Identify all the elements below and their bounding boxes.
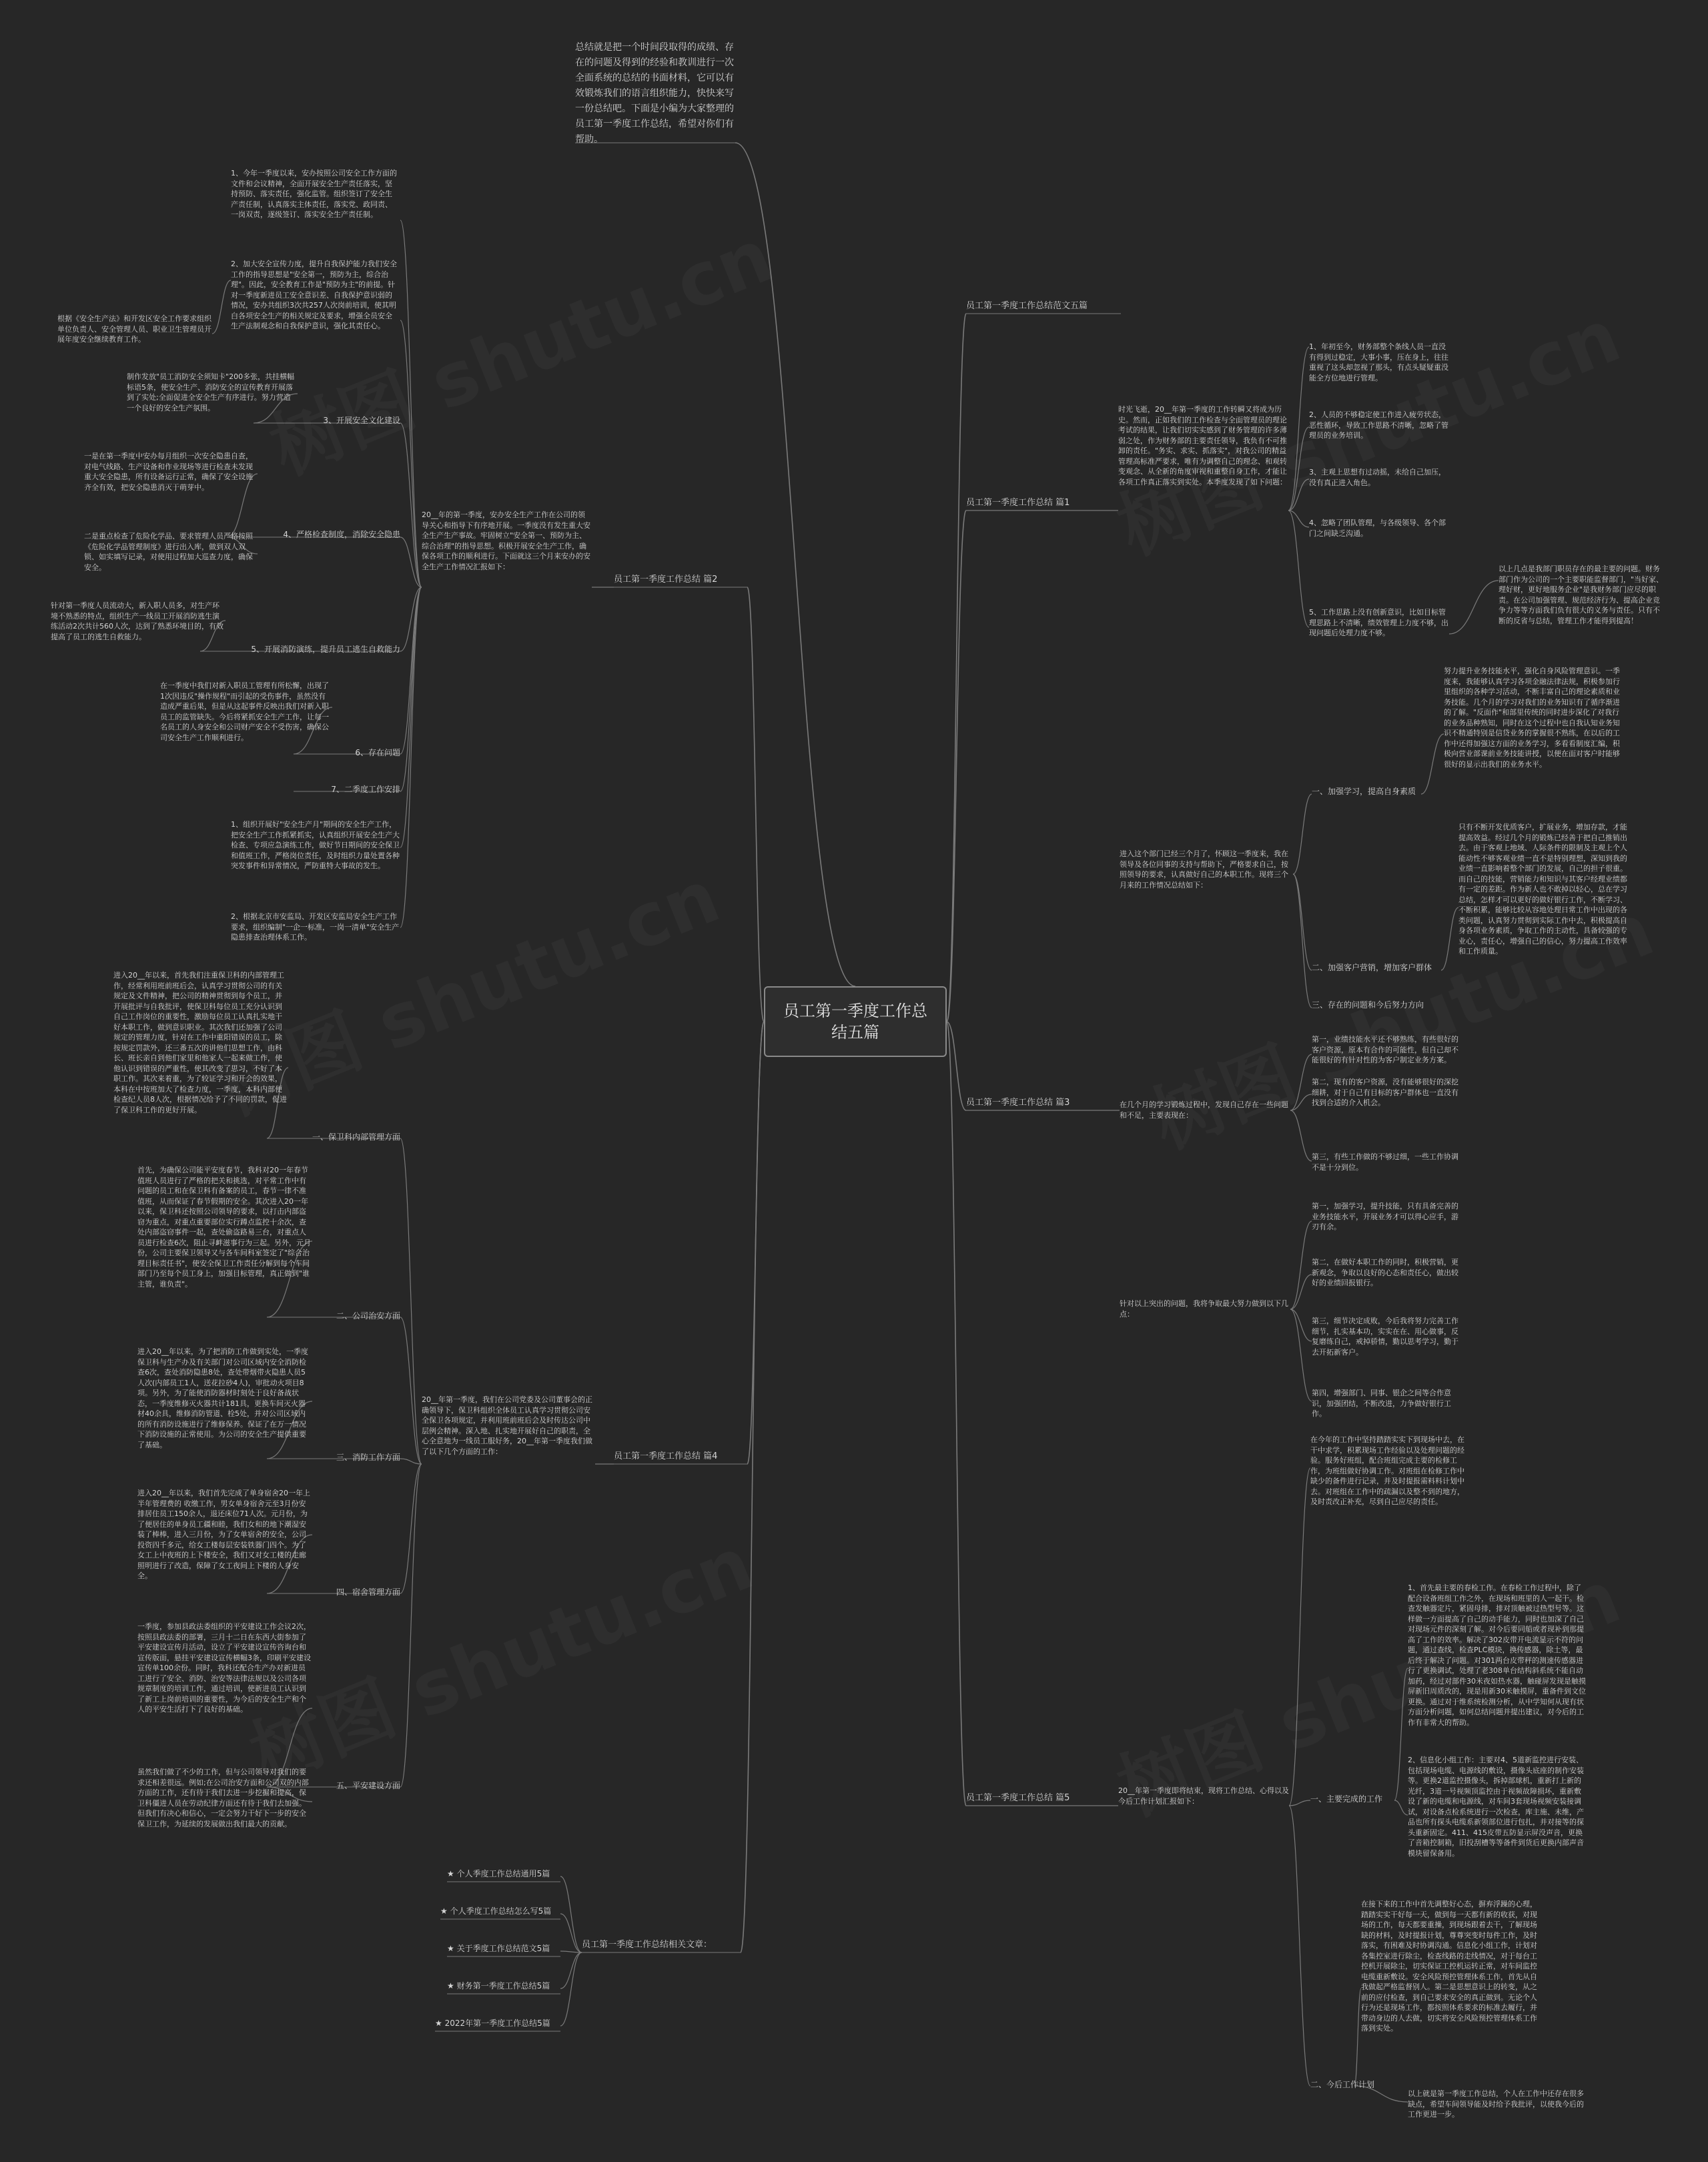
p1-item: 2、人员的不够稳定使工作进入疲劳状态，恶性循环，导致工作思路不清晰，忽略了管理员的业务培训。	[1309, 410, 1448, 440]
branch-article-5[interactable]: 员工第一季度工作总结 篇5	[966, 1793, 1070, 1803]
p5-completed-text: 2、信息化小组工作：主要对4、5道新监控进行安装、包括现场电缆、电源线的敷设，摄像头底座的制作安装等。更换2道监控摄像头，拆掉部球机，重新打上新的光纤，3道一号视频顶监控由于视频故障损坏，重新敷设了新的电缆和电源线，对车间3套现场视频安装接调试，对设备点检系统进行一次检查，库主施、未维，产品也所有探头电缆系新领部位进行包扎，并对接等的探头重新固定。411、415皮带五防显示屏没声音，更换了音箱控制箱，旧投刮槽等等备件到货后更换内部声音模块留保备用。	[1408, 1756, 1584, 1858]
p4-heading[interactable]: 一、保卫科内部管理方面	[312, 1132, 400, 1142]
p2-item: 根据《安全生产法》和开发区安全工作要求组织单位负责人、安全管理人员、职业卫生管理员开展年度安全继续教育工作。	[57, 314, 211, 344]
connector	[1289, 1806, 1310, 2086]
p2-drill-text: 针对第一季度人员流动大，新入职人员多，对生产环境不熟悉的特点，组织生产一线员工开展消防逃生演练活动2次共计560人次，达到了熟悉环境目的，有效提高了员工的逃生自救能力。	[51, 601, 224, 641]
p4-text: 首先，为确保公司能平安度春节，我科对20一年春节值班人员进行了严格的把关和挑选，对平常工作中有问题的员工和在保卫科有备案的员工，春节一律不准值班，从而保证了春节假期的安全。其次进入20一年以来，保卫科还按照公司领导的要求，以打击内部盗窃为重点，对重点重要部位实行蹲点监控十余次，查处内部盗窃事件一起，查处偷盗路易三台，对重点人员进行检查6次，阻止寻衅滋事行为三起。另外，元月份，公司主要保卫领导又与各车间科室签定了"综合治理目标责任书"，使安全保卫工作责任分解到每个车间部门乃至每个员工身上，加强目标管理，真正做到"谁主管，谁负责"。	[137, 1166, 311, 1289]
p4-text: 一季度，参加县政法委组织的平安建设工作会议2次，按照县政法委的部署，三月十二日在东西大街参加了平安建设宣传月活动，设立了平安建设宣传咨询台和宣传版面，悬挂平安建设宣传横幅3条，印刷平安建设宣传单100余份。同时，我科还配合生产办对新进员工进行了安全、消防、治安等法律法规以及公司各项规章制度的培训工作，通过培训，使新进员工认识到了新工上岗前培训的重要性，为今后的安全生产和个人的平安生活打下了良好的基础。	[137, 1622, 311, 1714]
p5-intro: 在今年的工作中坚持踏踏实实下到现场中去，在干中求学，积累现场工作经验以及处理问题的经验。服务好班组，配合班组完成主要的检修工作，为班组做好协调工作。对班组在检修工作中缺少的备件进行记录，并及时提报需料料计划中去。对班组在工作中的疏漏以及整不到的地方，及时责改正补充，尽到自己应尽的责任。	[1310, 1435, 1464, 1506]
connector	[400, 1138, 422, 1464]
p1-item: 3、主观上思想有过动摇，未给自己加压，没有真正进入角色。	[1309, 468, 1446, 487]
p2-q2plan-text: 1、组织开展好"安全生产月"期间的安全生产工作，把安全生产工作抓紧抓实，认真组织开展安全生产大检查、专项应急演练工作，做好节日期间的安全保卫和值班工作，严格岗位责任，及时组织力量处置各种突发事件和异常情况，严防重特大事故的发生。	[231, 820, 400, 870]
p2-heading-q2plan[interactable]: 7、二季度工作安排	[331, 785, 400, 794]
p4-summary: 20__年第一季度，我们在公司党委及公司董事会的正确领导下，保卫科组织全体员工认真学习贯彻公司安全保卫各项规定，并利用班前班后会及时传达公司中层例会精神。深入地、扎实地开展好自己的职责，全心全意地为一线员工服好务，20__年第一季度我们做了以下几个方面的工作：	[422, 1395, 592, 1456]
p3-plans-intro: 针对以上突出的问题，我将争取最大努力做到以下几点：	[1120, 1299, 1288, 1319]
connector	[560, 1914, 582, 1952]
p5-summary: 20__年第一季度即将结束，现将工作总结、心得以及今后工作计划汇报如下：	[1118, 1786, 1289, 1806]
p4-heading[interactable]: 三、消防工作方面	[336, 1453, 400, 1462]
p3-problems-intro: 在几个月的学习锻炼过程中，发现自己存在一些问题和不足，主要表现在：	[1120, 1100, 1288, 1120]
branch-article-4[interactable]: 员工第一季度工作总结 篇4	[614, 1451, 718, 1461]
p2-culture-text: 制作发放"员工消防安全须知卡"200多张，共挂横幅标语5条，使安全生产、消防安全的宣传教育开展落到了实处;全面促进全安全生产有序进行。努力营造一个良好的安全生产氛围。	[127, 372, 295, 412]
p3-plan: 第二，在做好本职工作的同时，积极营销，更新观念，争取以良好的心态和责任心，做出较好的业绩回报银行。	[1312, 1258, 1458, 1287]
p2-problems-text: 在一季度中我们对新入职员工管理有所松懈，出现了1次因违反"操作规程"而引起的受伤事件，虽然没有造成严重后果，但是从这起事件反映出我们对新入职员工的监管缺失。今后将紧抓安全生产工作，让每一名员工的人身安全和公司财产安全不受伤害，确保公司安全生产工作顺利进行。	[160, 681, 329, 742]
branch-article-3[interactable]: 员工第一季度工作总结 篇3	[966, 1098, 1070, 1108]
connector	[1289, 1800, 1310, 1806]
p2-summary: 20__年的第一季度，安办安全生产工作在公司的领导关心和指导下有序地开展。一季度没有发生重大安全生产生产事故。牢固树立"安全第一、预防为主、综合治理"的指导思想。积极开展安全生产工作，确保各项工作的顺利进行。下面就这三个月来安办的安全生产工作情况汇报如下：	[422, 510, 590, 571]
related-article-link[interactable]: ★ 2022年第一季度工作总结5篇	[435, 2019, 550, 2028]
connector	[212, 280, 231, 334]
branch-article-2[interactable]: 员工第一季度工作总结 篇2	[614, 575, 718, 585]
branch-related-articles[interactable]: 员工第一季度工作总结相关文章：	[582, 1940, 713, 1950]
connector	[1290, 1221, 1312, 1309]
p2-item: 2、加大安全宣传力度，提升自我保护能力我们安全工作的指导思想是"安全第一，预防为主，综合治理"。因此，安全教育工作是"预防为主"的前提。针对一季度新进员工安全意识差、自我保护意识弱的情况，安办共组织3次共257人次岗前培训，使其明白各项安全生产的相关规定及要求，增强全员安全生产法制观念和自我保护意识，强化其责任心。	[231, 260, 397, 330]
connector	[1290, 1110, 1312, 1161]
p2-heading-drill[interactable]: 5、开展消防演练，提升员工逃生自救能力	[251, 645, 400, 654]
p3-plan: 第四，增强部门、同事、银企之间等合作意识，加强团结，不断改进，力争做好银行工作。	[1312, 1389, 1451, 1418]
p4-text: 进入20__年以来，我们首先完成了单身宿舍20一年上半年管理费的 收缴工作，男女单身宿舍元至3月份安排居住员工150余人，退还床位71人次。元月份，为了便居住的单身员工疆和睦，我们女和的地下潮湿安装了棒棒，进入三月份，为了女单宿舍的安全，公司投资四千多元，给女工楼每层安装铁器门四个。为了女工上中夜班的上下楼安全，我们又对女工楼的走廊照明进行了改造，保障了女工夜间上下楼的人身安全。	[137, 1489, 310, 1580]
p3-heading-issues[interactable]: 三、存在的问题和今后努力方向	[1312, 1000, 1424, 1010]
connector	[560, 1952, 582, 2026]
connector	[400, 220, 422, 587]
branch-summary-five[interactable]: 员工第一季度工作总结范文五篇	[966, 301, 1088, 311]
connector	[1288, 510, 1309, 627]
p5-closing: 以上就是第一季度工作总结，个人在工作中还存在很多缺点，希望车间领导能及时给予我批评，以使我今后的工作更进一步。	[1408, 2089, 1584, 2119]
p2-inspection-text: 一是在第一季度中安办每月组织一次安全隐患自查，对电气线路、生产设备和作业现场等进行检查未发现重大安全隐患，所有设备运行正常，确保了安全设施齐全有效，把安全隐患消灭于萌芽中。	[84, 452, 253, 492]
connector	[947, 510, 966, 1022]
connector	[1290, 1309, 1312, 1341]
p3-problem: 第二，现有的客户资源，没有能够很好的深挖细耕，对于自己有目标的客户群体也一直没有找到合适的介入机会。	[1312, 1078, 1458, 1107]
p1-summary: 时光飞逝，20__年第一季度的工作转瞬又将成为历史。然而，正如我们的工作检查与全面管理员的理论考试的结果，让我们切实实感到了财务管理的许多薄弱之处，作为财务部的主要责任领导，我负有不可推卸的责任。"务实、求实、抓落实"，对我公司的精益管理高标准严要求，唯有为调整自己的理念、和观转变观念、从全新的角度审视和重整自身工作，才能让各项工作真正落实到实处。本季度发现了如下问题：	[1118, 405, 1287, 486]
connector	[400, 1464, 422, 1593]
p4-heading[interactable]: 五、平安建设方面	[336, 1781, 400, 1790]
p2-heading-inspection[interactable]: 4、严格检查制度，消除安全隐患	[283, 530, 400, 539]
connector	[400, 587, 422, 928]
related-article-link[interactable]: ★ 关于季度工作总结范文5篇	[447, 1944, 550, 1953]
connector	[560, 1952, 582, 1989]
p5-completed-text: 1、首先最主要的春检工作。在春检工作过程中，除了配合设备班组工作之外，在现场和班里的人一起干。检查发触器定片，紧固母排，排对顶触被过热型号等。这样做一方面提高了自己的动手能力，同时也加深了自己对现场元件的深刻了解。对今后要同船或者现补到那提高了工作的效率。解决了302皮带开电流显示不符的问题，通过查线，检查PLC模块，换传感器，除土等，最后终于解决了问题。对301两台皮带秤的测速传感器进行了更换调试，处理了老308单台结构斜系统不能自动加药，经过对部件30米夜如热水器，触碰屏发现是触摸屏新旧周质改的，现是用新30米触摸屏，重备件到文位更换。通过对于维系统检测分析，从中学知何从现有状方面分析问题，如何总结问题并提出建议，对今后的工作有非常大的帮助。	[1408, 1583, 1586, 1727]
connector	[400, 320, 422, 587]
connector	[735, 143, 855, 986]
connector	[1288, 427, 1309, 510]
connector	[1293, 794, 1312, 874]
connector	[1394, 1800, 1408, 1815]
connector	[1288, 510, 1309, 527]
p2-heading-problems[interactable]: 6、存在问题	[355, 748, 400, 757]
connector	[1289, 1468, 1310, 1806]
p3-summary: 进入这个部门已经三个月了，怀顾这一季度来，我在领导及各位同事的支持与帮助下，严格要求自己，按照领导的要求，认真做好自己的本职工作。现将三个月来的工作情况总结如下：	[1120, 849, 1288, 889]
connector	[1293, 874, 1312, 970]
p2-inspection-text: 二是重点检查了危险化学品、要求管理人员严格按照《危险化学品管理制度》进行出入库，做到双人双锁、如实填写记录，对使用过程加大巡查力度，确保安全。	[84, 532, 253, 572]
connector	[1293, 874, 1312, 1008]
connector	[1354, 1989, 1361, 2086]
connector	[1290, 1309, 1312, 1401]
connector	[400, 537, 422, 587]
p3-plan: 第一，加强学习，提升技能，只有具备完善的业务技能水平，开展业务才可以得心应手，游刃有余。	[1312, 1202, 1458, 1231]
p4-text: 进入20__年以来，首先我们注重保卫科的内部管理工作，经常利用班前班后会，认真学习贯彻公司的有关规定及文件精神，把公司的精神贯彻到每个员工，并开展批评与自我批评，使保卫科每位员工充分认识到自己工作岗位的重要性，激励每位员工认真扎实地干好本职工作，做到意识职业。其次我们还加强了公司规定的管理力度，针对在工作中重阳错误的员工，除按规定罚款外，还三番五次的讲他们思想工作，由科长、班长亲自到他们家里和他家人一起来做工作，使他认识到错误的严重性，使其改变了思习，不好了本职工作。其次来着重，为了较证学习和开会的效果，本科在中按班加大了检查力度，一季度，本科内部便检查纪人员8人次，根据情况给予了不同的罚款，促进了保卫科工作的更好开展。	[113, 971, 287, 1114]
connector	[1288, 347, 1309, 510]
p3-heading-study[interactable]: 一、加强学习，提高自身素质	[1312, 787, 1416, 796]
p4-text: 进入20__年以来，为了把消防工作做到实处，一季度保卫科与生产办及有关部门对公司区域内安全消防检查6次，查处消防隐患8处，查处带烟带火隐患人员5人次(内部员工1人，送花拉砂4人)，审批动火项目8项。另外，为了能使消防器材时刻处于良好备战状态，一季度维修灭火器共计181具，更换车间灭火器材40余具，维修消防管道、栓5处，并对公司区域内的所有消防设施进行了维修保养。保证了在万一情况下消防设施的正常使用。为公司的安全生产提供重要了基础。	[137, 1347, 308, 1449]
p3-problem: 第三，有些工作做的不够过细，一些工作协调不是十分到位。	[1312, 1152, 1458, 1172]
connector	[1290, 1275, 1312, 1309]
p3-marketing-text: 只有不断开发优质客户，扩展业务，增加存款，才能提高效益。经过几个月的锻炼已经善于把自己推销出去。由于客观上地域、人际条件的限制及主观上个人能动性不够客观业绩一直不是特别理想，深知到我的业绩一直影响着整个部门的发展，自己的担子很重。而自己的技能，营销能力和知识与其客户经理业绩都有一定的差距。作为新人也不敢掉以轻心，总在学习总结，怎样才可以更好的做好银行工作，不断学习、不断积累，能够比较从容地处理日常工作中出现的各类问题，认真努力贯彻到实际工作中去，积极提高自身各项业务素质，争取工作的主动性，具备较强的专业心，责任心，增强自己的信心，努力提高工作效率和工作质量。	[1458, 823, 1627, 956]
branch-article-1[interactable]: 员工第一季度工作总结 篇1	[966, 498, 1070, 508]
related-article-link[interactable]: ★ 个人季度工作总结通用5篇	[447, 1869, 550, 1878]
p4-heading[interactable]: 二、公司治安方面	[336, 1311, 400, 1321]
p1-item: 4、忽略了团队管理，与各级领导、各个部门之间缺乏沟通。	[1309, 518, 1446, 538]
p2-item: 1、今年一季度以来，安办按照公司安全工作方面的文件和会议精神，全面开展安全生产责任落实，坚持预防、落实责任，强化监管。组织签订了安全生产责任制，认真落实主体责任，落实党、政同责、一岗双责，逐级签订、落实安全生产责任制。	[231, 169, 397, 219]
connector	[747, 587, 764, 1022]
connector	[947, 1022, 966, 1110]
connector	[1421, 734, 1444, 794]
central-topic[interactable]: 员工第一季度工作总结五篇	[764, 986, 947, 1057]
p2-heading-culture[interactable]: 3、开展安全文化建设	[323, 416, 400, 425]
related-article-link[interactable]: ★ 个人季度工作总结怎么写5篇	[440, 1906, 552, 1916]
p5-plan-text: 在接下来的工作中首先调整好心态，摒弃浮躁的心理，踏踏实实干好每一天，做到每一天都有新的收获，对现场的工作，每天都要重操，到现场跟着去干，了解现场缺的材料，及时提报计划，尊尊突变时每件工作，及时落实，有困难及时协调沟通。信息化小组工作，计划对各集控室进行除尘，检查线路的走线情况，对于每台工控机开展除尘，切实保证工控机运转正常，对车间监控电缆重新敷设。安全风险预控管理体系工作，首先从自我做起严格监督别人。第二是思想意识上的转变，从之前的应付检查，到自己要求安全的真正做到。无论个人行为还是现场工作，都按照体系要求的标准去履行，并带动身边的人去做，切实将安全风险预控管理体系工作落到实处。	[1361, 1900, 1537, 2033]
p5-heading-completed[interactable]: 一、主要完成的工作	[1310, 1794, 1383, 1804]
p3-study-text: 努力提升业务技能水平，强化自身风险管理意识。一季度来，我能够认真学习各项金融法律法规，积极参加行里组织的各种学习活动，不断丰富自己的理论素质和业务技能。几个月的学习对我们的业务知识有了循序渐进的了解。"反面作"和部里传统的同时进步深化了对我行的业务品种熟知，同时在这个过程中也自我认知业务知识不精通特别是信贷业务的掌握很不熟练，在以后的工作中还得加强这方面的业务学习，多看看制度汇编，积极向营业部课前业务技能讲授，以便在面对客户时能够很好的显示出我们的业务水平。	[1444, 667, 1620, 769]
p3-plan: 第三，细节决定成败，今后我将努力完善工作细节，扎实基本功，实实在在、用心做事，反复磨练自己，戒掉骄情，勤以思考学习，勤于去开拓新客户。	[1312, 1317, 1458, 1357]
connector	[400, 587, 422, 754]
p4-heading[interactable]: 四、宿舍管理方面	[336, 1587, 400, 1597]
intro-text: 总结就是把一个时间段取得的成绩、存在的问题及得到的经验和教训进行一次全面系统的总结的书面材料，它可以有效锻炼我们的语言组织能力，快快来写一份总结吧。下面是小编为大家整理的员工第一季度工作总结，希望对你们有帮助。	[575, 42, 734, 145]
p4-text: 虽然我们做了不少的工作，但与公司领导对我们的要求还相差很远。例如;在公司治安方面和公司双的内部方面的工作，还有待于我们去进一步挖掘和提高，保卫科僵进人员在劳动纪律方面还有待于我们去加强。但我们有决心和信心，一定会努力干好下一步的安全保卫工作，为延续的发展做出我们最大的贡献。	[137, 1768, 309, 1828]
p1-item: 1、年初至今，财务部整个条线人员一直没有得到过稳定，大事小事，压在身上，往往重视了这头却忽视了那头，有点头疑疑重没能全方位地进行管理。	[1309, 342, 1448, 382]
connector	[560, 1876, 582, 1952]
p3-problem: 第一，业绩技能水平还不够熟练，有些很好的客户资源，原本有合作的可能性，但自己却不能很好的有针对性的为客户制定业务方案。	[1312, 1035, 1458, 1064]
connector	[1394, 1668, 1408, 1800]
p5-heading-plan[interactable]: 二、今后工作计划	[1310, 2080, 1375, 2089]
connector	[741, 1022, 764, 1952]
p2-q2plan-text: 2、根据北京市安监局、开发区安监局安全生产工作要求，组织编制"一企一标准，一岗一清单"安全生产隐患排查治理体系工作。	[231, 912, 400, 942]
related-article-link[interactable]: ★ 财务第一季度工作总结5篇	[447, 1981, 550, 1991]
connector	[400, 1464, 422, 1787]
connector	[1449, 581, 1499, 634]
connector	[1441, 908, 1458, 970]
p1-item: 5、工作思路上没有创新意识，比如目标管理思路上不清晰，绩效管理上力度不够，出现问题后处理力度不够。	[1309, 608, 1448, 637]
p3-heading-marketing[interactable]: 二、加强客户营销，增加客户群体	[1312, 963, 1432, 972]
connector	[400, 1317, 422, 1464]
p1-conclusion: 以上几点是我部门职员存在的最主要的问题。财务部门作为公司的一个主要职能监督部门，"当好家、理好财，更好地服务企业"是我财务部门应尽的职责。在公司加强管理、规范经济行为、提高企业竞争力等等方面我们负有很大的义务与责任。只有不断的反省与总结，管理工作才能得到提高！	[1499, 565, 1664, 625]
connector	[400, 587, 422, 847]
connector	[947, 314, 966, 1022]
connector	[947, 1022, 966, 1806]
